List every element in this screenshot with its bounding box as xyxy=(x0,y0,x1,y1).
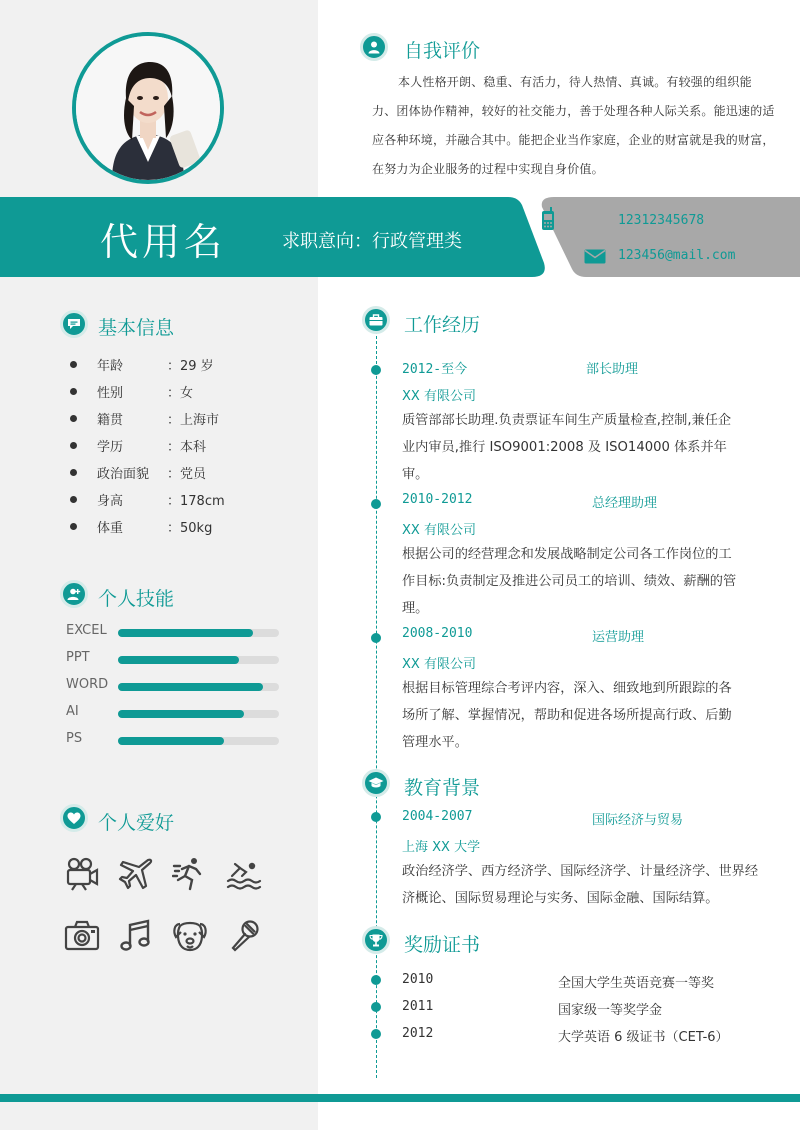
basic-info-label: 年龄 xyxy=(97,358,124,374)
bullet-dot xyxy=(70,496,77,503)
job-company: XX 有限公司 xyxy=(402,389,476,404)
basic-info-row xyxy=(70,381,193,401)
skill-name: PS xyxy=(66,731,83,746)
skill-bar-fill xyxy=(118,710,244,718)
skill-name: EXCEL xyxy=(66,623,107,638)
bullet-dot xyxy=(70,388,77,395)
timeline-dot xyxy=(371,975,381,985)
candidate-name: 代用名 xyxy=(100,220,227,264)
video-camera-icon xyxy=(64,856,100,892)
job-position: 总经理助理 xyxy=(592,496,658,511)
email-address[interactable]: 123456@mail.com xyxy=(618,248,736,263)
profile-photo xyxy=(72,32,224,184)
name-band xyxy=(0,197,545,277)
bullet-dot xyxy=(70,469,77,476)
basic-info-row xyxy=(70,489,225,509)
timeline-dot xyxy=(371,1002,381,1012)
timeline-dot xyxy=(371,499,381,509)
skill-row xyxy=(66,731,286,751)
skill-bar-track xyxy=(118,656,279,664)
skill-name: PPT xyxy=(66,650,90,665)
education-period: 2004-2007 xyxy=(402,809,473,824)
timeline-dot xyxy=(371,812,381,822)
skill-row xyxy=(66,623,286,643)
skill-bar-fill xyxy=(118,656,239,664)
skill-name: AI xyxy=(66,704,79,719)
skill-name: WORD xyxy=(66,677,109,692)
job-description: 根据目标管理综合考评内容，深入、细致地到所跟踪的各场所了解、掌握情况，帮助和促进各场所提高行政、后勤管理水平。 xyxy=(402,681,732,750)
phone-number[interactable]: 12312345678 xyxy=(618,213,705,228)
timeline-dot xyxy=(371,633,381,643)
award-year: 2010 xyxy=(402,972,434,987)
job-position: 部长助理 xyxy=(586,362,639,377)
basic-info-value: ：女 xyxy=(167,385,194,401)
skill-row xyxy=(66,650,286,670)
award-name: 大学英语 6 级证书（CET-6） xyxy=(558,1030,729,1045)
camera-icon xyxy=(64,918,100,954)
education-title: 教育背景 xyxy=(404,777,481,799)
skills-title: 个人技能 xyxy=(98,588,175,610)
basic-info-row xyxy=(70,408,219,428)
self-eval-text: 本人性格开朗、稳重、有活力，待人热情、真诚。有较强的组织能力、团体协作精神，较好的社交能力，善于处理各种人际关系。能迅速的适应各种环境，并融合其中。能把企业当作家庭，企业的财富就是我的财富，在努力为企业服务的过程中实现自身价值。 xyxy=(372,75,775,176)
dog-icon xyxy=(172,918,208,954)
job-period: 2010-2012 xyxy=(402,492,473,507)
chat-bubble-icon xyxy=(60,310,88,338)
education-major: 国际经济与贸易 xyxy=(592,813,684,828)
skill-row xyxy=(66,677,286,697)
briefcase-icon xyxy=(362,306,390,334)
bullet-dot xyxy=(70,361,77,368)
basic-info-label: 身高 xyxy=(97,493,124,509)
basic-info-value: ：178cm xyxy=(167,493,225,509)
awards-title: 奖励证书 xyxy=(404,934,481,956)
email-icon xyxy=(584,249,606,264)
skill-bar-fill xyxy=(118,683,263,691)
award-year: 2011 xyxy=(402,999,434,1014)
basic-info-label: 体重 xyxy=(97,520,124,536)
basic-info-label: 籍贯 xyxy=(97,412,124,428)
basic-info-label: 政治面貌 xyxy=(97,466,150,482)
job-company: XX 有限公司 xyxy=(402,523,476,538)
timeline-dot xyxy=(371,1029,381,1039)
education-school: 上海 XX 大学 xyxy=(402,840,481,855)
award-name: 国家级一等奖学金 xyxy=(558,1003,663,1018)
timeline-dot xyxy=(371,365,381,375)
swimming-icon xyxy=(226,856,262,892)
basic-info-value: ：50kg xyxy=(167,520,213,536)
skill-bar-track xyxy=(118,683,279,691)
bullet-dot xyxy=(70,442,77,449)
graduation-cap-icon xyxy=(362,769,390,797)
basic-info-row xyxy=(70,462,206,482)
contact-band xyxy=(540,197,800,277)
job-intent: 求职意向：行政管理类 xyxy=(282,231,462,252)
award-name: 全国大学生英语竞赛一等奖 xyxy=(558,976,715,991)
bullet-dot xyxy=(70,523,77,530)
phone-icon xyxy=(540,207,556,231)
airplane-icon xyxy=(118,856,154,892)
work-title: 工作经历 xyxy=(404,314,481,336)
skill-bar-fill xyxy=(118,629,253,637)
skill-bar-track xyxy=(118,737,279,745)
running-icon xyxy=(172,856,208,892)
job-period: 2012-至今 xyxy=(402,362,468,377)
job-period: 2008-2010 xyxy=(402,626,473,641)
timeline-line xyxy=(376,326,377,1078)
education-courses: 政治经济学、西方经济学、国际经济学、计量经济学、世界经济概论、国际贸易理论与实务、国际金融、国际结算。 xyxy=(402,864,759,906)
basic-info-row xyxy=(70,354,214,374)
basic-info-row xyxy=(70,435,206,455)
heart-icon xyxy=(60,804,88,832)
job-description: 质管部部长助理.负责票证车间生产质量检查,控制,兼任企业内审员,推行 ISO9001:2008 及 ISO14000 体系并年审。 xyxy=(402,413,732,482)
user-add-icon xyxy=(60,580,88,608)
microphone-icon xyxy=(226,918,262,954)
skill-bar-track xyxy=(118,629,279,637)
self-eval-title: 自我评价 xyxy=(404,40,481,62)
skill-bar-track xyxy=(118,710,279,718)
basic-info-label: 性别 xyxy=(97,385,124,401)
job-company: XX 有限公司 xyxy=(402,657,476,672)
bottom-accent-bar xyxy=(0,1094,800,1102)
music-note-icon xyxy=(118,918,154,954)
basic-info-value: ：上海市 xyxy=(167,412,220,428)
award-year: 2012 xyxy=(402,1026,434,1041)
basic-info-label: 学历 xyxy=(97,439,124,455)
bullet-dot xyxy=(70,415,77,422)
basic-info-row xyxy=(70,516,212,536)
basic-info-value: ：党员 xyxy=(167,466,207,482)
job-position: 运营助理 xyxy=(592,630,645,645)
basic-info-value: ：29 岁 xyxy=(167,358,214,374)
skill-bar-fill xyxy=(118,737,224,745)
basic-info-title: 基本信息 xyxy=(98,317,175,339)
job-description: 根据公司的经营理念和发展战略制定公司各工作岗位的工作目标:负责制定及推进公司员工的培训、绩效、薪酬的管理。 xyxy=(402,547,737,616)
basic-info-value: ：本科 xyxy=(167,439,207,455)
user-icon xyxy=(360,33,388,61)
hobbies-title: 个人爱好 xyxy=(98,812,175,834)
skill-row xyxy=(66,704,286,724)
trophy-icon xyxy=(362,926,390,954)
